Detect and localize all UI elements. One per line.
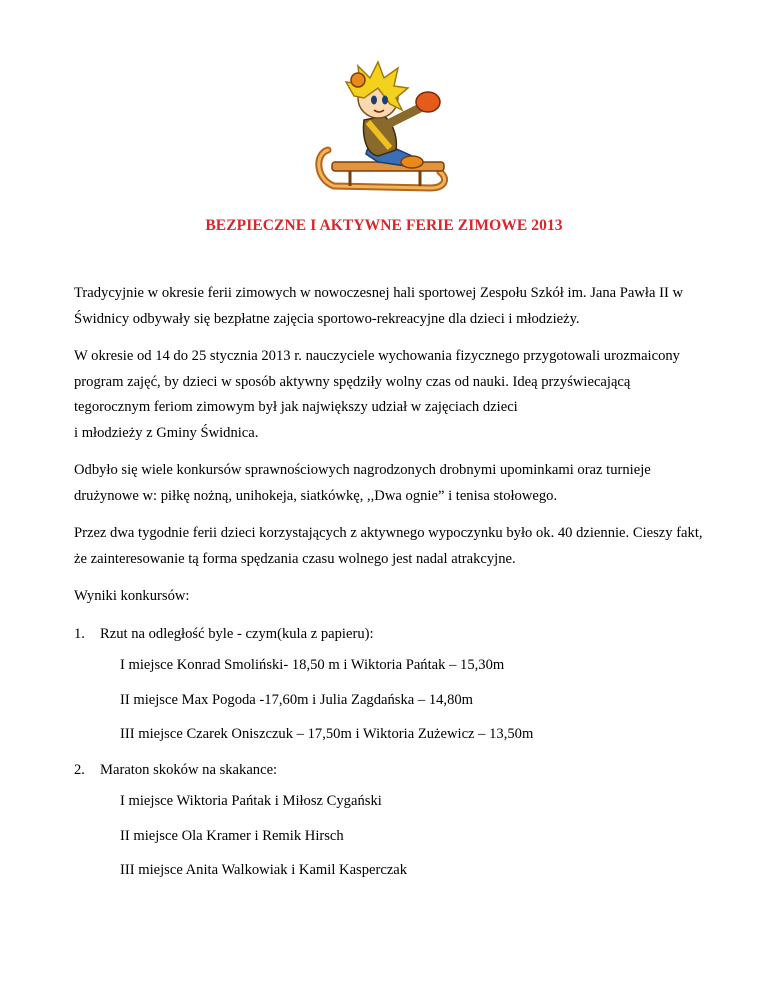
place-entry: III miejsce Czarek Oniszczuk – 17,50m i Wiktoria Zużewicz – 13,50m: [120, 726, 534, 742]
place-entry: II miejsce Max Pogoda -17,60m i Julia Zagdańska – 14,80m: [120, 691, 474, 708]
article-body: [74, 281, 704, 894]
paragraph-intro: Tradycyjnie w okresie ferii zimowych w nowoczesnej hali sportowej Zespołu Szkół im. Jana Pawła II w Świdnicy odbywały się bezpłatne zajęcia sportowo-rekreacyjne dla dzieci i młodzieży.: [74, 285, 684, 327]
places-list: [120, 789, 704, 884]
contest-number: 2.: [74, 761, 85, 778]
results-heading: Wyniki konkursów:: [74, 588, 190, 604]
place-entry: II miejsce Ola Kramer i Remik Hirsch: [120, 827, 344, 844]
paragraph-program-cont: i młodzieży z Gminy Świdnica.: [74, 424, 259, 441]
contest-name: Maraton skoków na skakance:: [100, 761, 278, 778]
contest-name: Rzut na odległość byle - czym(kula z papieru):: [100, 625, 374, 642]
contest-list: [74, 622, 704, 884]
contest-item: [74, 758, 704, 884]
child-on-sled-icon: [308, 58, 460, 206]
place-entry: III miejsce Anita Walkowiak i Kamil Kasperczak: [120, 862, 408, 878]
paragraph-attendance: Przez dwa tygodnie ferii dzieci korzystających z aktywnego wypoczynku było ok. 40 dziennie. Cieszy fakt, że zainteresowanie tą forma spędzania czasu wolnego jest nadal atrakcyjne.: [74, 525, 703, 567]
place-entry: I miejsce Konrad Smoliński- 18,50 m i Wiktoria Pańtak – 15,30m: [120, 657, 505, 673]
paragraph-contests: Odbyło się wiele konkursów sprawnościowych nagrodzonych drobnymi upominkami oraz turnieje drużynowe w: piłkę nożną, unihokeja, siatkówkę, ,,Dwa ognie” i tenisa stołowego.: [74, 462, 651, 504]
places-list: [120, 653, 704, 748]
place-entry: I miejsce Wiktoria Pańtak i Miłosz Cygański: [120, 793, 382, 809]
contest-number: 1.: [74, 625, 85, 642]
page-title: BEZPIECZNE I AKTYWNE FERIE ZIMOWE 2013: [205, 217, 563, 234]
paragraph-program: W okresie od 14 do 25 stycznia 2013 r. nauczyciele wychowania fizycznego przygotowali urozmaicony program zajęć, by dzieci w sposób aktywny spędziły wolny czas od nauki. Ideą przyświecającą tegorocznym feriom zimowym był jak największy udział w zajęciach dzieci: [74, 348, 680, 415]
contest-item: [74, 622, 704, 748]
